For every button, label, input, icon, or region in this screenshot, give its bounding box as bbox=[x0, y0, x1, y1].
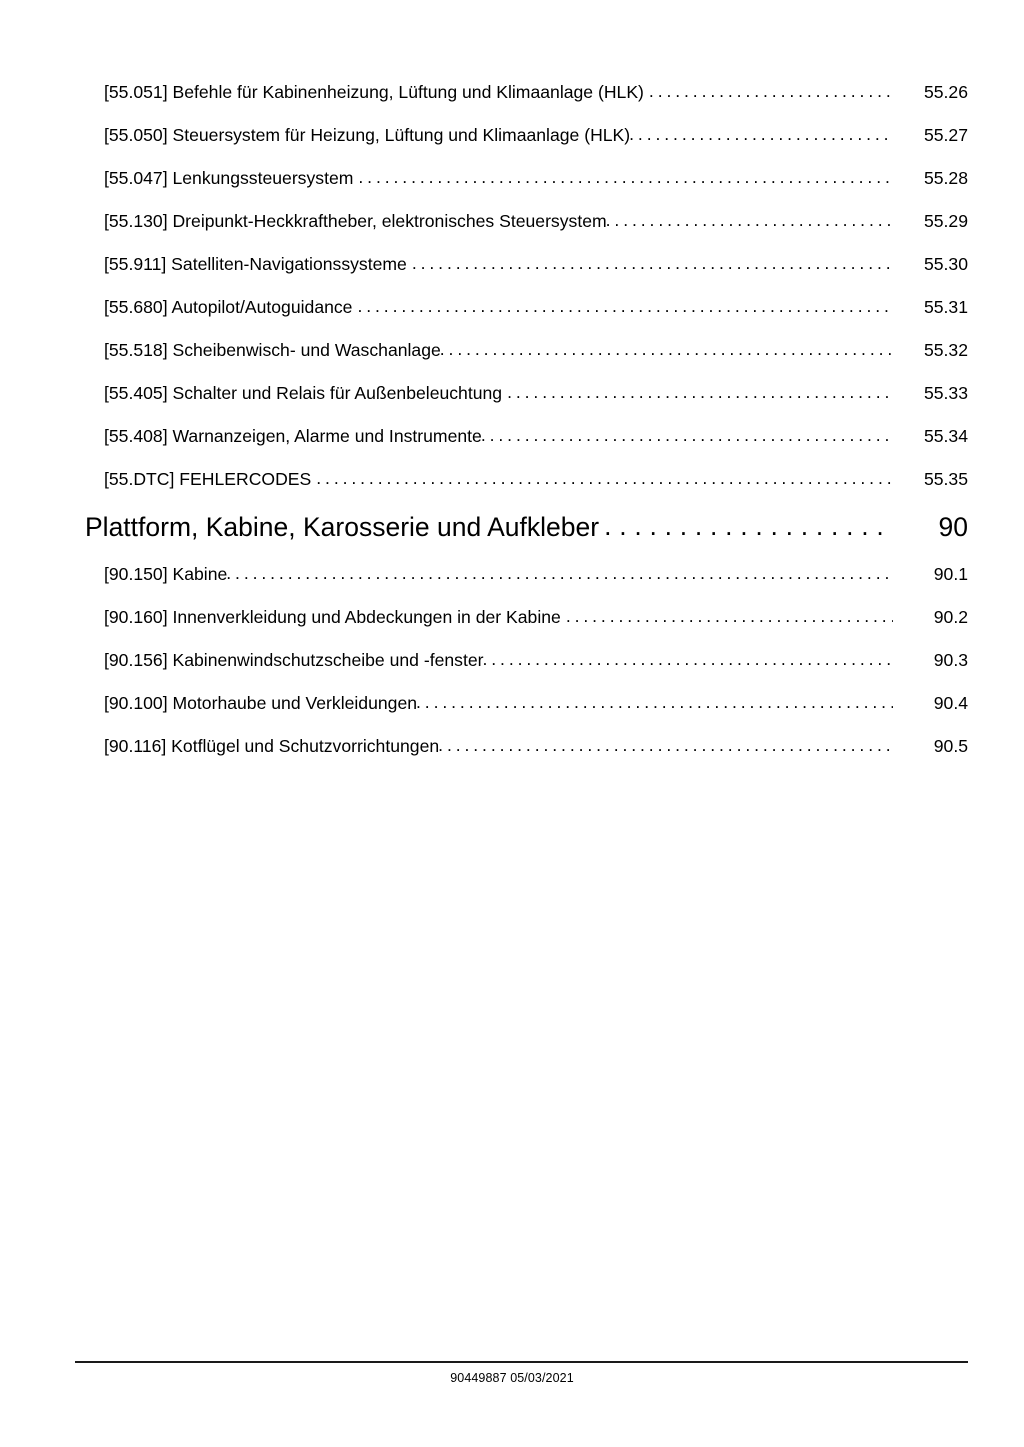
toc-dot-leader bbox=[316, 468, 893, 489]
toc-dot-leader bbox=[357, 296, 893, 317]
footer-document-number: 90449887 05/03/2021 bbox=[450, 1371, 574, 1385]
toc-entry-page-number: 90.3 bbox=[933, 650, 968, 670]
toc-dot-leader bbox=[412, 253, 893, 274]
toc-section-row[interactable] bbox=[85, 512, 968, 564]
toc-entry-page-number: 90.2 bbox=[933, 607, 968, 627]
toc-entry-row[interactable] bbox=[85, 254, 968, 297]
toc-entry-page-number: 55.32 bbox=[923, 340, 968, 360]
toc-entry-row[interactable] bbox=[85, 82, 968, 125]
toc-entry-title: [90.116] Kotflügel und Schutzvorrichtungen bbox=[104, 736, 440, 756]
toc-entry-row[interactable] bbox=[85, 168, 968, 211]
toc-section-title: Plattform, Kabine, Karosserie und Aufkleber bbox=[85, 512, 600, 542]
toc-entry-title: [55.405] Schalter und Relais für Außenbeleuchtung bbox=[104, 383, 503, 403]
toc-entry-row[interactable] bbox=[85, 693, 968, 736]
toc-entry-row[interactable] bbox=[85, 211, 968, 254]
toc-entry-row[interactable] bbox=[85, 297, 968, 340]
toc-entry-row[interactable] bbox=[85, 650, 968, 693]
toc-dot-leader bbox=[438, 735, 893, 756]
toc-entry-page-number: 55.33 bbox=[923, 383, 968, 403]
toc-entry-row[interactable] bbox=[85, 383, 968, 426]
toc-dot-leader bbox=[629, 124, 893, 145]
toc-entry-row[interactable] bbox=[85, 469, 968, 512]
toc-entry-row[interactable] bbox=[85, 607, 968, 650]
toc-entry-page-number: 55.35 bbox=[923, 469, 968, 489]
toc-entry-row[interactable] bbox=[85, 736, 968, 779]
toc-entry-title: [55.680] Autopilot/Autoguidance bbox=[104, 297, 353, 317]
toc-dot-leader bbox=[358, 167, 893, 188]
toc-entry-title: [55.518] Scheibenwisch- und Waschanlage bbox=[104, 340, 441, 360]
toc-entry-title: [90.100] Motorhaube und Verkleidungen bbox=[104, 693, 418, 713]
toc-entry-title: [55.911] Satelliten-Navigationssysteme bbox=[104, 254, 407, 274]
table-of-contents bbox=[85, 82, 968, 779]
toc-entry-title: [90.156] Kabinenwindschutzscheibe und -fenster bbox=[104, 650, 484, 670]
toc-entry-page-number: 55.31 bbox=[923, 297, 968, 317]
toc-entry-title: [90.160] Innenverkleidung und Abdeckungen in der Kabine bbox=[104, 607, 561, 627]
toc-dot-leader bbox=[649, 81, 893, 102]
toc-entry-page-number: 55.26 bbox=[923, 82, 968, 102]
toc-entry-title: [55.408] Warnanzeigen, Alarme und Instrumente bbox=[104, 426, 482, 446]
toc-entry-title: [55.050] Steuersystem für Heizung, Lüftung und Klimaanlage (HLK) bbox=[104, 125, 631, 145]
toc-entry-row[interactable] bbox=[85, 340, 968, 383]
toc-dot-leader bbox=[606, 210, 893, 231]
toc-entry-title: [55.051] Befehle für Kabinenheizung, Lüftung und Klimaanlage (HLK) bbox=[104, 82, 644, 102]
toc-entry-row[interactable] bbox=[85, 125, 968, 168]
toc-dot-leader bbox=[566, 606, 893, 627]
toc-entry-row[interactable] bbox=[85, 564, 968, 607]
toc-entry-page-number: 55.27 bbox=[923, 125, 968, 145]
toc-entry-page-number: 90.4 bbox=[933, 693, 968, 713]
toc-section-page-number: 90 bbox=[938, 512, 968, 542]
toc-entry-page-number: 55.28 bbox=[923, 168, 968, 188]
toc-dot-leader bbox=[440, 339, 893, 360]
toc-dot-leader bbox=[604, 511, 888, 542]
toc-dot-leader bbox=[507, 382, 893, 403]
toc-dot-leader bbox=[226, 563, 893, 584]
toc-entry-title: [55.130] Dreipunkt-Heckkraftheber, elektronisches Steuersystem bbox=[104, 211, 607, 231]
toc-dot-leader bbox=[416, 692, 893, 713]
toc-entry-title: [55.DTC] FEHLERCODES bbox=[104, 469, 312, 489]
toc-entry-page-number: 55.29 bbox=[923, 211, 968, 231]
toc-entry-title: [90.150] Kabine bbox=[104, 564, 228, 584]
toc-entry-row[interactable] bbox=[85, 426, 968, 469]
toc-dot-leader bbox=[483, 649, 894, 670]
toc-entry-title: [55.047] Lenkungssteuersystem bbox=[104, 168, 354, 188]
toc-entry-page-number: 90.5 bbox=[933, 736, 968, 756]
toc-entry-page-number: 55.34 bbox=[923, 426, 968, 446]
toc-entry-page-number: 90.1 bbox=[933, 564, 968, 584]
toc-dot-leader bbox=[481, 425, 893, 446]
footer-divider bbox=[75, 1361, 968, 1363]
toc-entry-page-number: 55.30 bbox=[923, 254, 968, 274]
